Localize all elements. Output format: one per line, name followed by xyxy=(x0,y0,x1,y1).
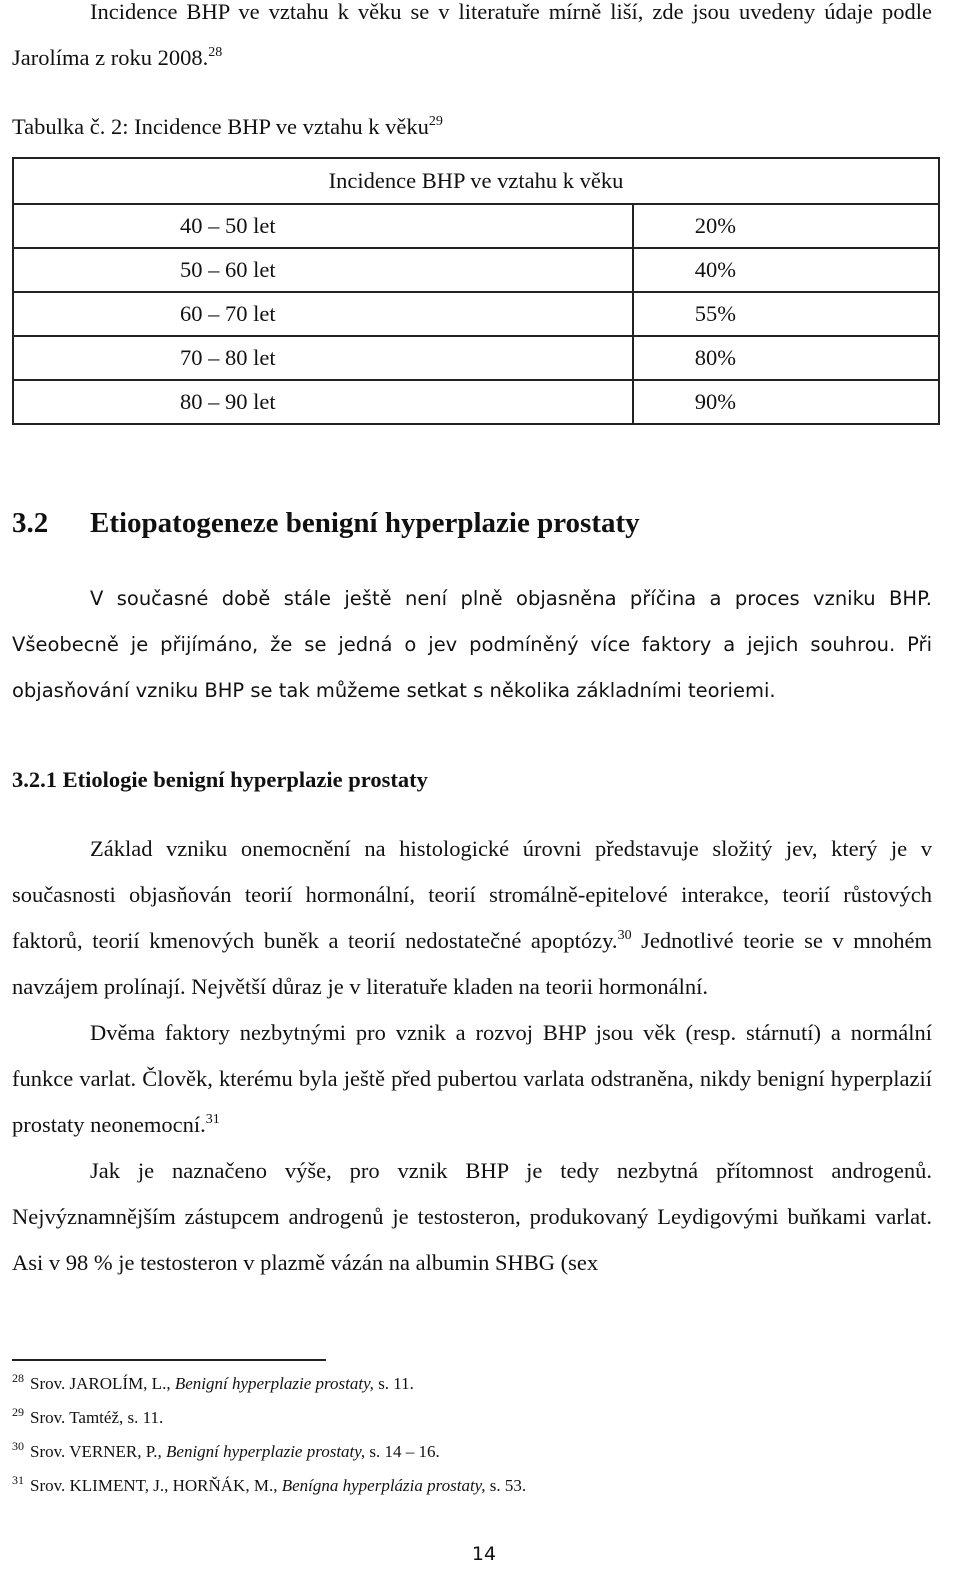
section-heading xyxy=(12,507,932,540)
paragraph-text: Dvěma faktory nezbytnými pro vznik a rozvoj BHP jsou věk (resp. stárnutí) a normální funkce varlat. Člověk, kterému byla ještě před pubertou varlata odstraněna, nikdy benigní hyperplazií prostaty neonemocní. xyxy=(12,1020,932,1137)
table-row xyxy=(13,292,939,336)
footnote-title: Benigní hyperplazie prostaty, xyxy=(174,1374,374,1393)
age-cell: 50 – 60 let xyxy=(13,248,633,292)
table-header: Incidence BHP ve vztahu k věku xyxy=(13,158,939,204)
paragraph xyxy=(12,1010,932,1148)
paragraph-text: Základ vzniku onemocnění na histologické úrovni představuje složitý jev, který je v současnosti objasňován teorií hormonální, teorií stromálně-epitelové interakce, teorií růstových faktorů, teorií kmenových buněk a teorií nedostatečné apoptózy. xyxy=(12,836,932,953)
table-row xyxy=(13,204,939,248)
footnote-text: s. 53. xyxy=(485,1476,527,1495)
footnote-text: Srov. KLIMENT, J., HORŇÁK, M., xyxy=(30,1476,282,1495)
intro-paragraph xyxy=(12,0,932,81)
table-row xyxy=(13,336,939,380)
footnote-text: s. 11. xyxy=(373,1374,414,1393)
footnote xyxy=(12,1437,932,1471)
table-caption-text: Tabulka č. 2: Incidence BHP ve vztahu k věku xyxy=(12,114,429,139)
footnote-number: 28 xyxy=(12,1371,24,1385)
footnote-number: 31 xyxy=(12,1473,24,1487)
value-cell: 55% xyxy=(633,292,939,336)
value-cell: 40% xyxy=(633,248,939,292)
table-header-row xyxy=(13,158,939,204)
paragraph-text: Jednotlivé teorie se v mnohém navzájem prolínají. Největší důraz je v literatuře kladen na teorii hormonální. xyxy=(12,928,933,999)
footnote-text: Srov. VERNER, P., xyxy=(30,1442,167,1461)
footnote xyxy=(12,1369,932,1403)
footnotes xyxy=(12,1369,932,1505)
footnote xyxy=(12,1403,932,1437)
subsection-body xyxy=(12,826,932,1286)
footnote-ref: 29 xyxy=(428,114,443,129)
subsection-heading xyxy=(12,767,932,793)
footnote-title: Benígna hyperplázia prostaty, xyxy=(281,1476,486,1495)
section-title: Etiopatogeneze benigní hyperplazie prostaty xyxy=(90,507,640,539)
footnote-text: s. 14 – 16. xyxy=(365,1442,440,1461)
intro-text: Incidence BHP ve vztahu k věku se v literatuře mírně liší, zde jsou uvedeny údaje podle Jarolíma z roku 2008. xyxy=(12,0,932,70)
footnote-ref: 28 xyxy=(208,45,223,60)
section-paragraph-text: V současné době stále ještě není plně objasněna příčina a proces vzniku BHP. Všeobecně je přijímáno, že se jedná o jev podmíněný více faktory a jejich souhrou. Při objasňování vzniku BHP se tak můžeme setkat s několika základními teoriemi. xyxy=(12,587,932,702)
age-cell: 80 – 90 let xyxy=(13,380,633,424)
footnote xyxy=(12,1471,932,1505)
table-row xyxy=(13,380,939,424)
value-cell: 90% xyxy=(633,380,939,424)
incidence-table xyxy=(12,157,940,425)
footnote-ref: 30 xyxy=(617,928,632,943)
table-row xyxy=(13,248,939,292)
footnote-number: 29 xyxy=(12,1405,24,1419)
footnote-divider xyxy=(12,1359,326,1361)
age-cell: 40 – 50 let xyxy=(13,204,633,248)
age-cell: 60 – 70 let xyxy=(13,292,633,336)
footnote-title: Benigní hyperplazie prostaty, xyxy=(166,1442,366,1461)
table-caption xyxy=(12,114,932,140)
section-number: 3.2 xyxy=(12,507,49,539)
footnote-text: Srov. Tamtéž, s. 11. xyxy=(30,1408,164,1427)
page-number: 14 xyxy=(471,1543,497,1565)
footnote-ref: 31 xyxy=(205,1112,220,1127)
footnote-text: Srov. JAROLÍM, L., xyxy=(30,1374,175,1393)
incidence-table-wrapper xyxy=(12,157,942,425)
paragraph-text: Jak je naznačeno výše, pro vznik BHP je tedy nezbytná přítomnost androgenů. Nejvýznamnějším zástupcem androgenů je testosteron, produkovaný Leydigovými buňkami varlat. Asi v 98 % je testosteron v plazmě vázán na albumin SHBG (sex xyxy=(12,1158,932,1275)
section-paragraph xyxy=(12,576,932,714)
age-cell: 70 – 80 let xyxy=(13,336,633,380)
paragraph xyxy=(12,1148,932,1286)
paragraph xyxy=(12,826,932,1010)
subsection-title: 3.2.1 Etiologie benigní hyperplazie prostaty xyxy=(12,767,428,792)
footnote-number: 30 xyxy=(12,1439,24,1453)
value-cell: 80% xyxy=(633,336,939,380)
value-cell: 20% xyxy=(633,204,939,248)
